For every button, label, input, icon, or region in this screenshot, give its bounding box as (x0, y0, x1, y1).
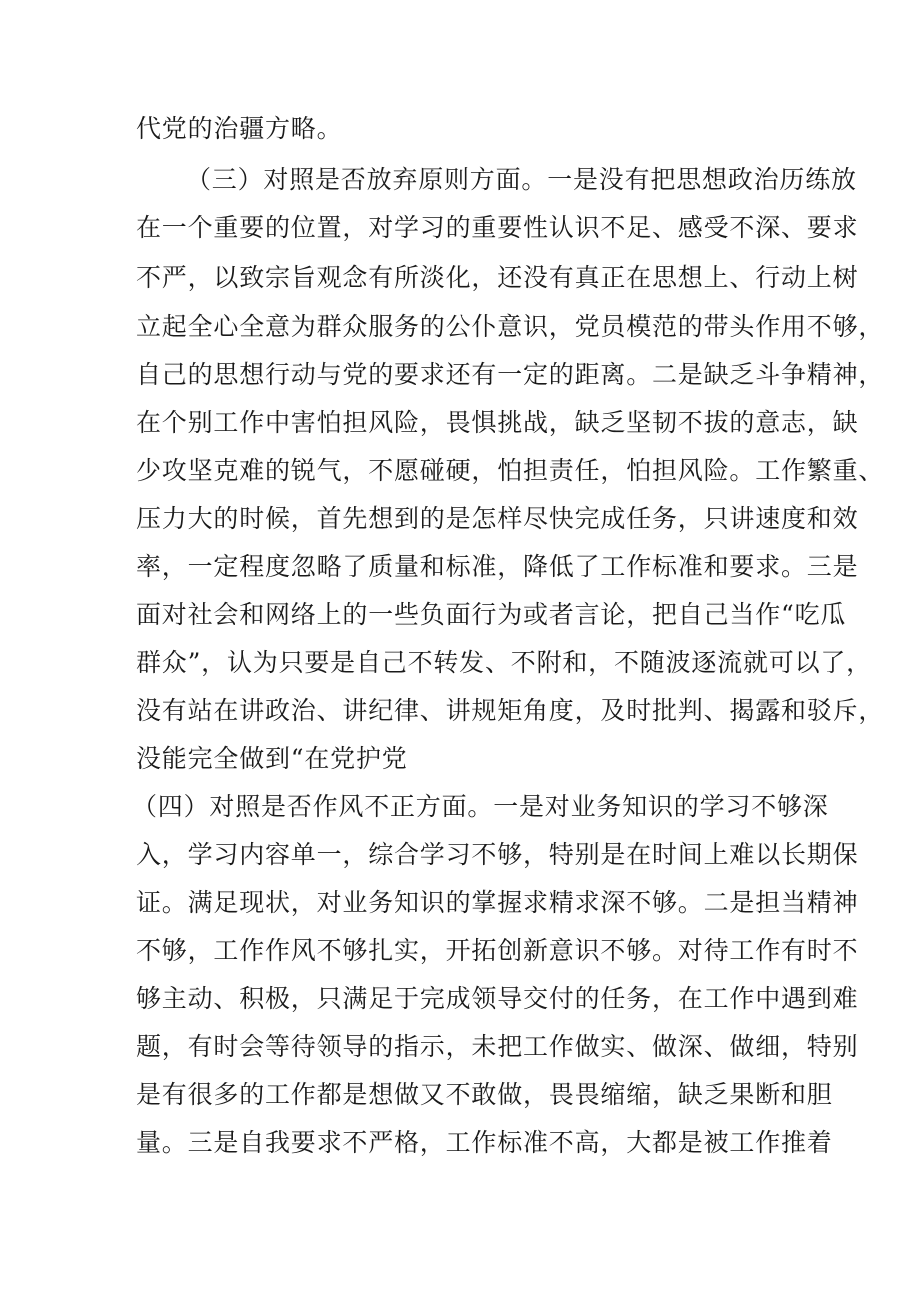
text-line: 够主动、积极，只满足于完成领导交付的任务，在工作中遇到难 (136, 984, 859, 1013)
text-line: 不严，以致宗旨观念有所淡化，还没有真正在思想上、行动上树 (136, 263, 859, 292)
text-line: 入，学习内容单一，综合学习不够，特别是在时间上难以长期保 (136, 840, 859, 869)
text-line: 群众”，认为只要是自己不转发、不附和，不随波逐流就可以了， (136, 648, 872, 677)
text-line: 自己的思想行动与党的要求还有一定的距离。二是缺乏斗争精神， (136, 360, 885, 389)
text-line: 压力大的时候，首先想到的是怎样尽快完成任务，只讲速度和效 (136, 504, 859, 533)
text-line: 是有很多的工作都是想做又不敢做，畏畏缩缩，缺乏果断和胆 (136, 1080, 833, 1109)
text-line: 没有站在讲政治、讲纪律、讲规矩角度，及时批判、揭露和驳斥， (136, 696, 885, 725)
text-line: 在个别工作中害怕担风险，畏惧挑战，缺乏坚韧不拔的意志，缺 (136, 408, 859, 437)
text-line: 证。满足现状，对业务知识的掌握求精求深不够。二是担当精神 (136, 888, 859, 917)
text-line: 没能完全做到“在党护党 (136, 744, 408, 773)
text-line: 不够，工作作风不够扎实，开拓创新意识不够。对待工作有时不 (136, 936, 859, 965)
text-line: 少攻坚克难的锐气，不愿碰硬，怕担责任，怕担风险。工作繁重、 (136, 456, 885, 485)
text-line: 面对社会和网络上的一些负面行为或者言论，把自己当作“吃瓜 (136, 600, 847, 629)
text-line: 在一个重要的位置，对学习的重要性认识不足、感受不深、要求 (136, 213, 859, 242)
text-line: 代党的治疆方略。 (136, 114, 343, 143)
text-line: （三）对照是否放弃原则方面。一是没有把思想政治历练放 (186, 165, 857, 194)
text-line: 立起全心全意为群众服务的公仆意识，党员模范的带头作用不够， (136, 312, 885, 341)
text-line: 题，有时会等待领导的指示，未把工作做实、做深、做细，特别 (136, 1032, 859, 1061)
text-line: 率，一定程度忽略了质量和标准，降低了工作标准和要求。三是 (136, 552, 859, 581)
text-line: 量。三是自我要求不严格，工作标准不高，大都是被工作推着 (136, 1128, 833, 1157)
section-heading-line: （四）对照是否作风不正方面。一是对业务知识的学习不够深 (132, 792, 829, 821)
